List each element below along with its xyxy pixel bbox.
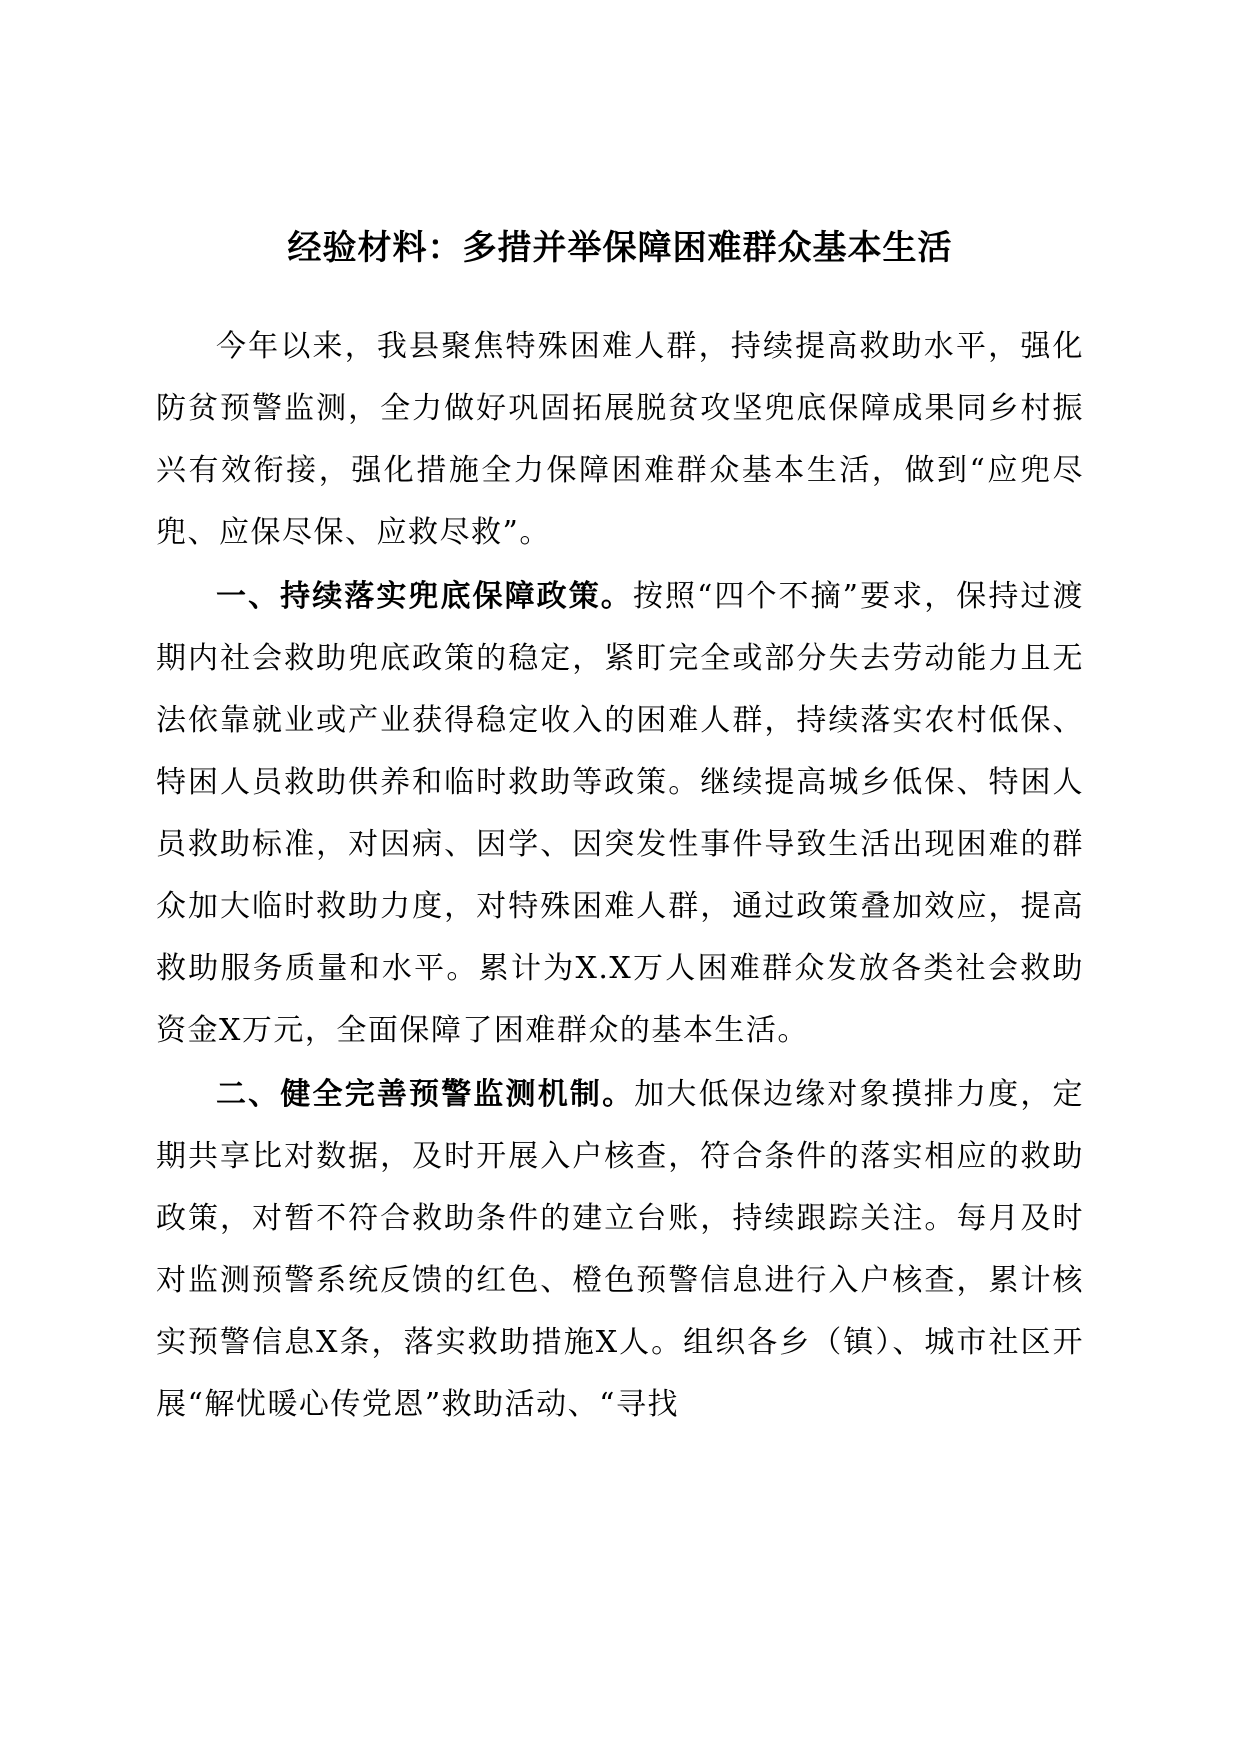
section-1-paragraph <box>156 566 1084 1062</box>
document-body <box>156 316 1084 1438</box>
section-2-text: 加大低保边缘对象摸排力度，定期共享比对数据，及时开展入户核查，符合条件的落实相应的救助政策，对暂不符合救助条件的建立台账，持续跟踪关注。每月及时对监测预警系统反馈的红色、橙色预警信息进行入户核查，累计核实预警信息X条，落实救助措施X人。组织各乡（镇）、城市社区开展“解忧暖心传党恩”救助活动、“寻找 <box>156 1077 1084 1422</box>
document-title: 经验材料：多措并举保障困难群众基本生活 <box>287 228 953 268</box>
section-1-text: 按照“四个不摘”要求，保持过渡期内社会救助兜底政策的稳定，紧盯完全或部分失去劳动能力且无法依靠就业或产业获得稳定收入的困难人群，持续落实农村低保、特困人员救助供养和临时救助等政策。继续提高城乡低保、特困人员救助标准，对因病、因学、因突发性事件导致生活出现困难的群众加大临时救助力度，对特殊困难人群，通过政策叠加效应，提高救助服务质量和水平。累计为X.X万人困难群众发放各类社会救助资金X万元，全面保障了困难群众的基本生活。 <box>156 579 1084 1048</box>
section-1-heading: 一、持续落实兜底保障政策。 <box>216 579 633 614</box>
intro-paragraph: 今年以来，我县聚焦特殊困难人群，持续提高救助水平，强化防贫预警监测，全力做好巩固拓展脱贫攻坚兜底保障成果同乡村振兴有效衔接，强化措施全力保障困难群众基本生活，做到“应兜尽兜、应保尽保、应救尽救”。 <box>156 329 1084 550</box>
section-2-paragraph <box>156 1064 1084 1436</box>
section-2-heading: 二、健全完善预警监测机制。 <box>216 1077 635 1112</box>
